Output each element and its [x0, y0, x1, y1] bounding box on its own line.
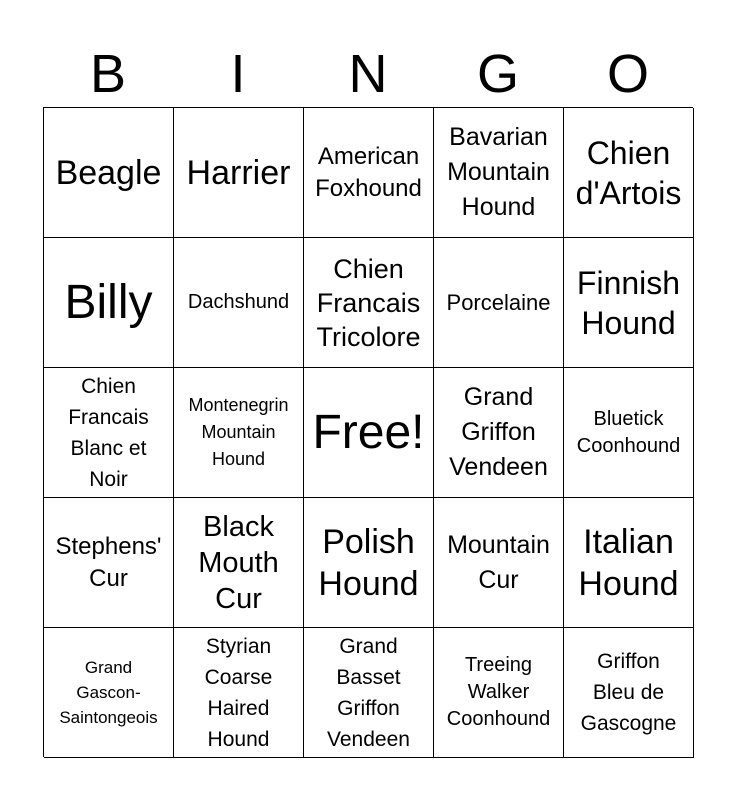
- free-space-text: Free!: [312, 405, 425, 459]
- bingo-cell-text: Harrier: [186, 153, 291, 192]
- bingo-cell-text: Chien Francais Tricolore: [316, 253, 421, 352]
- bingo-cell[interactable]: [44, 498, 174, 628]
- bingo-cell[interactable]: [564, 368, 694, 498]
- bingo-cell-text: Dachshund: [187, 291, 290, 313]
- bingo-cell[interactable]: [434, 498, 564, 628]
- bingo-cell-text: Stephens' Cur: [55, 532, 162, 592]
- bingo-cell[interactable]: [564, 628, 694, 758]
- header-letter-o: O: [606, 44, 649, 104]
- bingo-cell[interactable]: [434, 108, 564, 238]
- bingo-cell-text: Billy: [64, 275, 153, 329]
- bingo-cell-text: Bluetick Coonhound: [576, 407, 681, 457]
- bingo-cell-text: Italian Hound: [578, 522, 679, 603]
- bingo-cell-text: Polish Hound: [318, 522, 419, 603]
- bingo-cell[interactable]: [304, 628, 434, 758]
- bingo-header: [43, 40, 693, 108]
- bingo-cell-text: Grand Basset Griffon Vendeen: [327, 634, 410, 751]
- bingo-cell-text: Grand Griffon Vendeen: [449, 383, 548, 481]
- bingo-cell[interactable]: [564, 498, 694, 628]
- bingo-cell[interactable]: [44, 368, 174, 498]
- bingo-cell-text: Porcelaine: [446, 290, 551, 315]
- bingo-cell[interactable]: [304, 238, 434, 368]
- bingo-cell[interactable]: [564, 108, 694, 238]
- header-letter-b: B: [89, 44, 127, 104]
- bingo-grid: [43, 107, 693, 757]
- bingo-cell-text: Finnish Hound: [576, 264, 681, 341]
- bingo-cell[interactable]: [434, 238, 564, 368]
- bingo-cell[interactable]: [174, 368, 304, 498]
- bingo-cell[interactable]: [44, 108, 174, 238]
- bingo-cell-text: Styrian Coarse Haired Hound: [204, 634, 273, 751]
- bingo-cell-text: Griffon Bleu de Gascogne: [580, 650, 677, 735]
- bingo-cell-text: Montenegrin Mountain Hound: [188, 395, 289, 469]
- bingo-cell[interactable]: [44, 628, 174, 758]
- header-letter-n: N: [348, 44, 388, 104]
- bingo-cell-text: Chien d'Artois: [575, 134, 682, 211]
- bingo-cell[interactable]: [174, 238, 304, 368]
- bingo-cell[interactable]: [174, 498, 304, 628]
- free-space[interactable]: [304, 368, 434, 498]
- bingo-cell-text: Treeing Walker Coonhound: [446, 654, 551, 730]
- bingo-cell-text: Chien Francais Blanc et Noir: [68, 374, 149, 491]
- bingo-cell[interactable]: [304, 498, 434, 628]
- bingo-cell[interactable]: [44, 238, 174, 368]
- bingo-cell[interactable]: [564, 238, 694, 368]
- bingo-cell-text: Bavarian Mountain Hound: [447, 123, 550, 221]
- bingo-cell[interactable]: [434, 628, 564, 758]
- bingo-cell-text: Beagle: [55, 153, 162, 192]
- bingo-cell-text: Black Mouth Cur: [198, 510, 279, 615]
- bingo-cell[interactable]: [304, 108, 434, 238]
- bingo-cell-text: American Foxhound: [315, 142, 422, 202]
- bingo-cell[interactable]: [174, 108, 304, 238]
- bingo-cell-text: Mountain Cur: [447, 530, 550, 594]
- bingo-cell-text: Grand Gascon- Saintongeois: [59, 658, 158, 727]
- header-letter-i: I: [230, 44, 246, 104]
- header-letter-g: G: [476, 44, 519, 104]
- bingo-cell[interactable]: [174, 628, 304, 758]
- bingo-cell[interactable]: [434, 368, 564, 498]
